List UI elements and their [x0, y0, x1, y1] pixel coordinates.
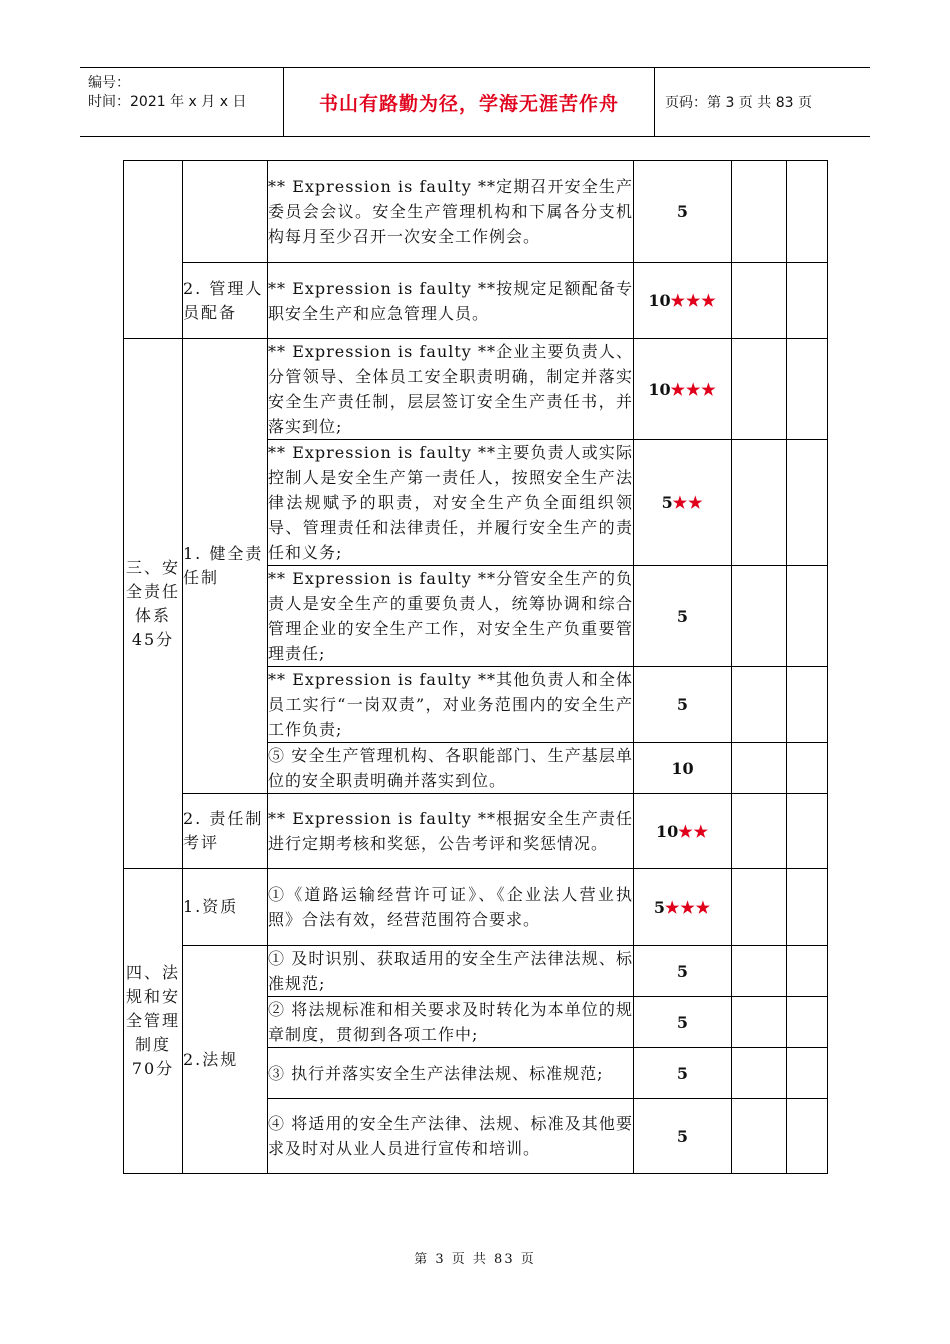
- empty-cell: [787, 997, 828, 1048]
- empty-cell: [732, 161, 787, 263]
- empty-cell: [732, 1099, 787, 1174]
- item-text: ③ 执行并落实安全生产法律法规、标准规范;: [268, 1048, 634, 1099]
- item-score: 5: [634, 161, 732, 263]
- table-row: [124, 263, 828, 339]
- subcategory-regulation: 2.法规: [183, 946, 268, 1174]
- item-text: ①《道路运输经营许可证》、《企业法人营业执照》合法有效，经营范围符合要求。: [268, 869, 634, 946]
- empty-cell: [787, 263, 828, 339]
- star-rating: ★★: [678, 821, 709, 841]
- document-time-label: 时间：2021 年 x 月 x 日: [88, 94, 247, 110]
- empty-cell: [732, 946, 787, 997]
- item-score: 5: [634, 1048, 732, 1099]
- item-text: ④ 将适用的安全生产法律、法规、标准及其他要求及时对从业人员进行宣传和培训。: [268, 1099, 634, 1174]
- item-score: 5: [634, 1099, 732, 1174]
- empty-cell: [732, 339, 787, 440]
- header-page-info: 页码：第 3 页 共 83 页: [665, 95, 812, 111]
- table-row: [124, 946, 828, 997]
- item-text: ** Expression is faulty **分管安全生产的负责人是安全生产的重要负责人，统筹协调和综合管理企业的安全生产工作，对安全生产负重要管理责任;: [268, 566, 634, 667]
- empty-cell: [787, 946, 828, 997]
- item-score: 5: [634, 667, 732, 743]
- item-score: 5★★★: [634, 869, 732, 946]
- item-text: ** Expression is faulty **其他负责人和全体员工实行“一岗双责”，对业务范围内的安全生产工作负责;: [268, 667, 634, 743]
- item-text: ** Expression is faulty **根据安全生产责任进行定期考核和奖惩，公告考评和奖惩情况。: [268, 794, 634, 869]
- item-score: 10★★★: [634, 339, 732, 440]
- item-text: ① 及时识别、获取适用的安全生产法律法规、标准规范;: [268, 946, 634, 997]
- item-score: 5: [634, 997, 732, 1048]
- header-meta: [80, 68, 284, 136]
- table-row: [124, 869, 828, 946]
- item-score: 5★★: [634, 440, 732, 566]
- subcategory-assessment: 2. 责任制考评: [183, 794, 268, 869]
- empty-cell: [732, 263, 787, 339]
- empty-cell: [732, 440, 787, 566]
- category-responsibility: 三、安全责任体系45分: [124, 339, 183, 869]
- empty-cell: [787, 339, 828, 440]
- empty-cell: [732, 869, 787, 946]
- empty-cell: [787, 794, 828, 869]
- star-rating: ★★: [672, 493, 704, 512]
- page-footer: 第 3 页 共 83 页: [414, 1252, 536, 1267]
- category-regulation: 四、法规和安全管理制度70分: [124, 869, 183, 1174]
- empty-cell: [787, 743, 828, 794]
- header-motto: 书山有路勤为径，学海无涯苦作舟: [284, 68, 655, 136]
- item-text: ⑤ 安全生产管理机构、各职能部门、生产基层单位的安全职责明确并落实到位。: [268, 743, 634, 794]
- empty-cell: [787, 1099, 828, 1174]
- document-number-label: 编号：: [88, 75, 130, 91]
- item-score: 5: [634, 566, 732, 667]
- empty-cell: [787, 161, 828, 263]
- empty-cell: [787, 566, 828, 667]
- item-score: 10★★★: [634, 263, 732, 339]
- table-row: [124, 339, 828, 440]
- item-score: 10★★: [634, 794, 732, 869]
- category-cell-empty: [124, 161, 183, 339]
- subcategory-responsibility-system: 1. 健全责任制: [183, 339, 268, 794]
- item-text: ** Expression is faulty **定期召开安全生产委员会会议。安全生产管理机构和下属各分支机构每月至少召开一次安全工作例会。: [268, 161, 634, 263]
- star-rating: ★★★: [670, 291, 717, 310]
- empty-cell: [787, 1048, 828, 1099]
- item-score: 5: [634, 946, 732, 997]
- star-rating: ★★★: [670, 379, 717, 399]
- item-score: 10: [634, 743, 732, 794]
- item-text: ** Expression is faulty **企业主要负责人、分管领导、全体员工安全职责明确，制定并落实安全生产责任制，层层签订安全生产责任书，并落实到位;: [268, 339, 634, 440]
- star-rating: ★★★: [665, 897, 712, 917]
- empty-cell: [732, 566, 787, 667]
- empty-cell: [787, 667, 828, 743]
- empty-cell: [732, 794, 787, 869]
- empty-cell: [732, 667, 787, 743]
- empty-cell: [732, 743, 787, 794]
- item-text: ② 将法规标准和相关要求及时转化为本单位的规章制度，贯彻到各项工作中;: [268, 997, 634, 1048]
- empty-cell: [787, 440, 828, 566]
- table-row: [124, 794, 828, 869]
- subcategory-staffing: 2. 管理人员配备: [183, 263, 268, 339]
- subcategory-qualification: 1.资质: [183, 869, 268, 946]
- item-text: ** Expression is faulty **主要负责人或实际控制人是安全生产第一责任人，按照安全生产法律法规赋予的职责，对安全生产负全面组织领导、管理责任和法律责任，并履行安全生产的责任和义务;: [268, 440, 634, 566]
- safety-scoring-table: [123, 160, 828, 1174]
- empty-cell: [732, 1048, 787, 1099]
- empty-cell: [787, 869, 828, 946]
- subcategory-cell-empty: [183, 161, 268, 263]
- page-header: [80, 67, 870, 137]
- empty-cell: [732, 997, 787, 1048]
- item-text: ** Expression is faulty **按规定足额配备专职安全生产和应急管理人员。: [268, 263, 634, 339]
- table-row: [124, 161, 828, 263]
